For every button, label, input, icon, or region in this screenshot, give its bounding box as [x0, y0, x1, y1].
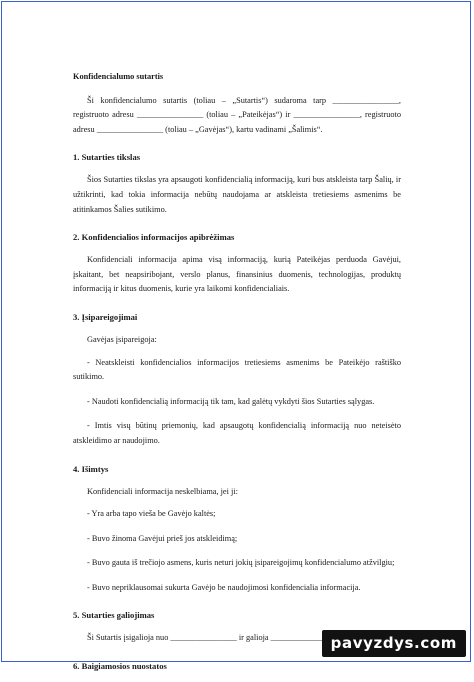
section-2-heading: 2. Konfidencialios informacijos apibrėžimas	[73, 230, 401, 244]
section-5-text: Ši Sutartis įsigalioja nuo ________________ ir galioja ________________.	[73, 631, 401, 646]
exception-item-4: - Buvo nepriklausomai sukurta Gavėjo be naudojimosi konfidencialia informacija.	[73, 581, 401, 596]
section-4-lead: Konfidenciali informacija neskelbiama, jei ji:	[73, 485, 401, 500]
obligation-item-2: - Naudoti konfidencialią informaciją tik tam, kad galėtų vykdyti šios Sutarties sąlygas.	[73, 395, 401, 410]
obligation-item-3: - Imtis visų būtinų priemonių, kad apsaugotų konfidencialią informaciją nuo neteisėto atskleidimo ar naudojimo.	[73, 419, 401, 448]
section-3-heading: 3. Įsipareigojimai	[73, 310, 401, 324]
intro-paragraph: Ši konfidencialumo sutartis (toliau – „Sutartis“) sudaroma tarp ________________, registruoto adresu ________________ (toliau – „Pateikėjas“) ir ________________, registruoto adresu ________________ (toliau – „Gavėjas“), kartu vadinami „Šalimis“.	[73, 94, 401, 138]
section-4-heading: 4. Išimtys	[73, 462, 401, 476]
section-6-heading: 6. Baigiamosios nuostatos	[73, 659, 401, 673]
section-3-lead: Gavėjas įsipareigoja:	[73, 333, 401, 348]
obligation-item-1: - Neatskleisti konfidencialios informacijos tretiesiems asmenims be Pateikėjo raštiško sutikimo.	[73, 356, 401, 385]
section-2-text: Konfidenciali informacija apima visą informaciją, kurią Pateikėjas perduoda Gavėjui, įskaitant, bet neapsiribojant, verslo planus, finansinius duomenis, technologijas, produktų informaciją ir kitus duomenis, kurie yra laikomi konfidencialiais.	[73, 253, 401, 297]
document-page	[73, 70, 401, 682]
exception-item-1: - Yra arba tapo vieša be Gavėjo kaltės;	[73, 507, 401, 522]
exception-item-2: - Buvo žinoma Gavėjui prieš jos atskleidimą;	[73, 532, 401, 547]
watermark-badge[interactable]: pavyzdys.com	[322, 630, 466, 657]
document-title: Konfidencialumo sutartis	[73, 70, 401, 85]
exception-item-3: - Buvo gauta iš trečiojo asmens, kuris neturi jokių įsipareigojimų konfidencialumo atžvilgiu;	[73, 556, 401, 571]
section-1-text: Šios Sutarties tikslas yra apsaugoti konfidencialią informaciją, kuri bus atskleista tarp Šalių, ir užtikrinti, kad tokia informacija nebūtų naudojama ar atskleista tretiesiems asmenims be atitinkamos Šalies sutikimo.	[73, 173, 401, 217]
section-1-heading: 1. Sutarties tikslas	[73, 150, 401, 164]
section-5-heading: 5. Sutarties galiojimas	[73, 608, 401, 622]
